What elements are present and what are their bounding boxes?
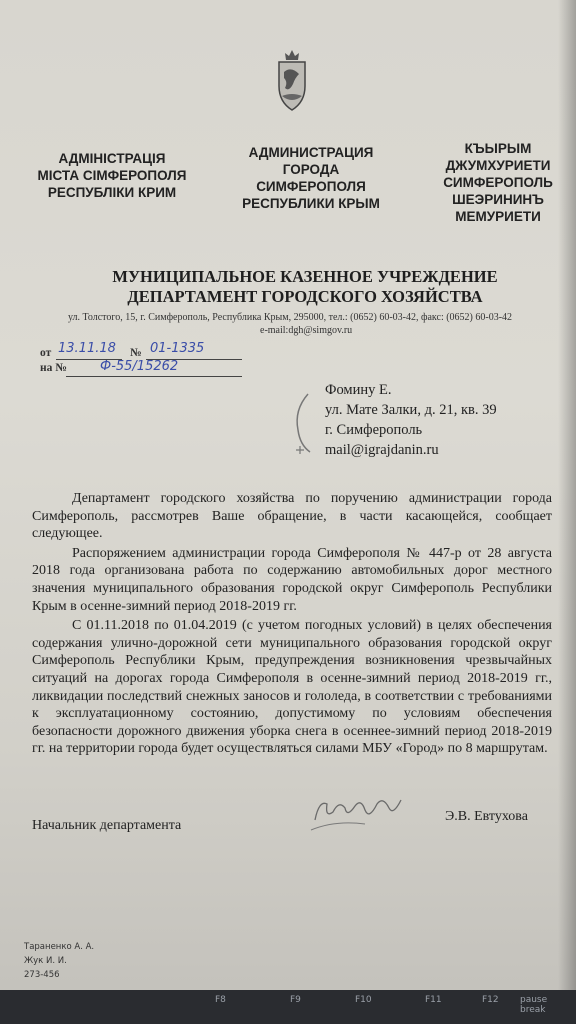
paragraph-1: Департамент городского хозяйства по поручению администрации города Симферополь, рассмотрев Ваше обращение, в части касающейся, сообщает следующее.	[32, 491, 552, 542]
to-label: на №	[40, 362, 67, 374]
addressee-street: ул. Мате Залки, д. 21, кв. 39	[325, 402, 497, 418]
paragraph-3: С 01.11.2018 по 01.04.2019 (с учетом погодных условий) в целях обеспечения содержания улично-дорожной сети муниципального образования городской округ Симферополь Республики Крым, предупреждения возникновения чрезвычайных ситуаций на дорогах города Симферополя в осенне-зимний период 2018-2019 гг., ликвидации последствий снежных заносов и гололеда, в соответствии с требованиями к эксплуатационному состоянию, допустимому по условиям обеспечения безопасности дорожного движения уборка снега в осеннее-зимний период 2018-2019 гг. на территории города будет осуществляться силами МБУ «Город» по 8 маршрутам.	[32, 618, 552, 757]
reference-number: Ф-55/15262	[100, 359, 179, 374]
header-ukrainian: АДМІНІСТРАЦІЯ МІСТА СІМФЕРОПОЛЯ РЕСПУБЛІКИ КРИМ	[37, 151, 187, 200]
handwritten-signature	[305, 790, 415, 835]
paragraph-2: Распоряжением администрации города Симферополя № 447-р от 28 августа 2018 года организована работа по содержанию автомобильных дорог местного значения муниципального образования городской округ Симферополь Республики Крым в осенне-зимний период 2018-2019 гг.	[32, 545, 552, 614]
organization-address: ул. Толстого, 15, г. Симферополь, Республика Крым, 295000, тел.: (0652) 60-03-42, факс: (0652) 60-03-42	[67, 312, 513, 323]
letter-body	[32, 490, 552, 758]
header-crimean-tatar: КЪЫРЫМ ДЖУМХУРИЕТИ СИМФЕРОПОЛЬ ШЕЭРИНИНЪ МЕМУРИЕТИ	[443, 141, 553, 224]
addressee-email: mail@igrajdanin.ru	[325, 442, 439, 458]
page-shadow	[558, 0, 576, 990]
crimea-emblem-icon	[271, 48, 313, 114]
pencil-bracket-mark-icon	[288, 390, 318, 458]
executor-info: Тараненко А. А. Жук И. И. 273-456	[24, 942, 95, 980]
addressee-name: Фомину Е.	[325, 382, 392, 398]
key-f8: F8	[215, 995, 226, 1005]
reference-underline	[66, 376, 242, 377]
key-f9: F9	[290, 995, 301, 1005]
key-f11: F11	[425, 995, 442, 1005]
addressee-block	[325, 380, 497, 460]
letter-number: 01-1335	[150, 341, 205, 356]
letter-date: 13.11.18	[58, 341, 116, 356]
key-f12: F12	[482, 995, 499, 1005]
key-f10: F10	[355, 995, 372, 1005]
number-label: №	[130, 347, 142, 359]
organization-email: e-mail:dgh@simgov.ru	[260, 325, 353, 336]
signer-title: Начальник департамента	[32, 818, 182, 833]
key-pause-break: pause break	[520, 995, 548, 1015]
signer-name: Э.В. Евтухова	[445, 809, 528, 824]
addressee-city: г. Симферополь	[325, 422, 423, 438]
header-russian: АДМИНИСТРАЦИЯ ГОРОДА СИМФЕРОПОЛЯ РЕСПУБЛИКИ КРЫМ	[242, 145, 380, 211]
from-label: от	[40, 347, 52, 359]
organization-title: МУНИЦИПАЛЬНОЕ КАЗЕННОЕ УЧРЕЖДЕНИЕ ДЕПАРТАМЕНТ ГОРОДСКОГО ХОЗЯЙСТВА	[112, 267, 498, 306]
